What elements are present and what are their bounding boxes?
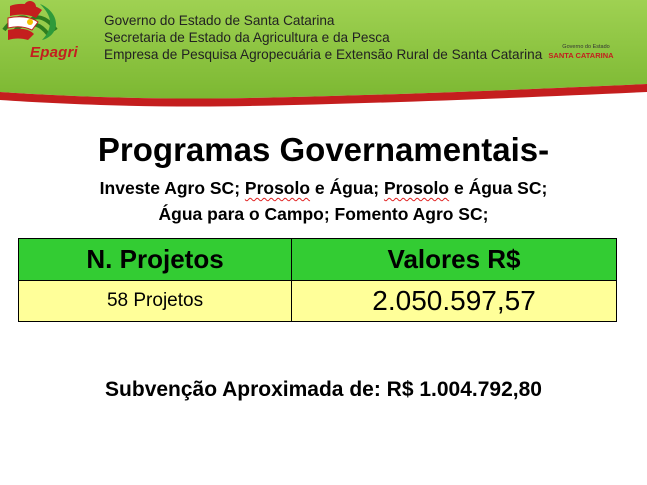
program-list-line-1 [0,175,647,201]
program-list [0,175,647,227]
emblem-caption: SANTA CATARINA [548,51,614,60]
header-line-governo: Governo do Estado de Santa Catarina [104,13,335,28]
program-list-line-2: Água para o Campo; Fomento Agro SC; [158,204,489,224]
cell-n-projetos: 58 Projetos [19,280,292,322]
header-n-projetos: N. Projetos [19,239,292,281]
program-agua: e Água; [310,178,384,198]
projects-table [18,238,617,322]
santa-catarina-emblem-icon [0,0,64,52]
header-line-empresa: Empresa de Pesquisa Agropecuária e Extensão Rural de Santa Catarina [104,47,543,62]
header-valores: Valores R$ [292,239,617,281]
table-row [19,280,617,322]
program-prosolo-1: Prosolo [244,178,311,198]
header-text [104,12,542,63]
table-header-row [19,239,617,281]
subvencao-total: Subvenção Aproximada de: R$ 1.004.792,80 [105,378,542,401]
program-investe: Investe Agro SC; [99,178,245,198]
epagri-logo-text: Epagri [30,44,78,61]
program-agua-sc: e Água SC; [449,178,548,198]
header-line-secretaria: Secretaria de Estado da Agricultura e da Pesca [104,30,390,45]
cell-valores: 2.050.597,57 [292,280,617,322]
emblem-caption-top: Governo do Estado [562,44,610,50]
header-banner [0,0,647,112]
page-title: Programas Governamentais- [97,131,550,168]
program-prosolo-2: Prosolo [383,178,450,198]
